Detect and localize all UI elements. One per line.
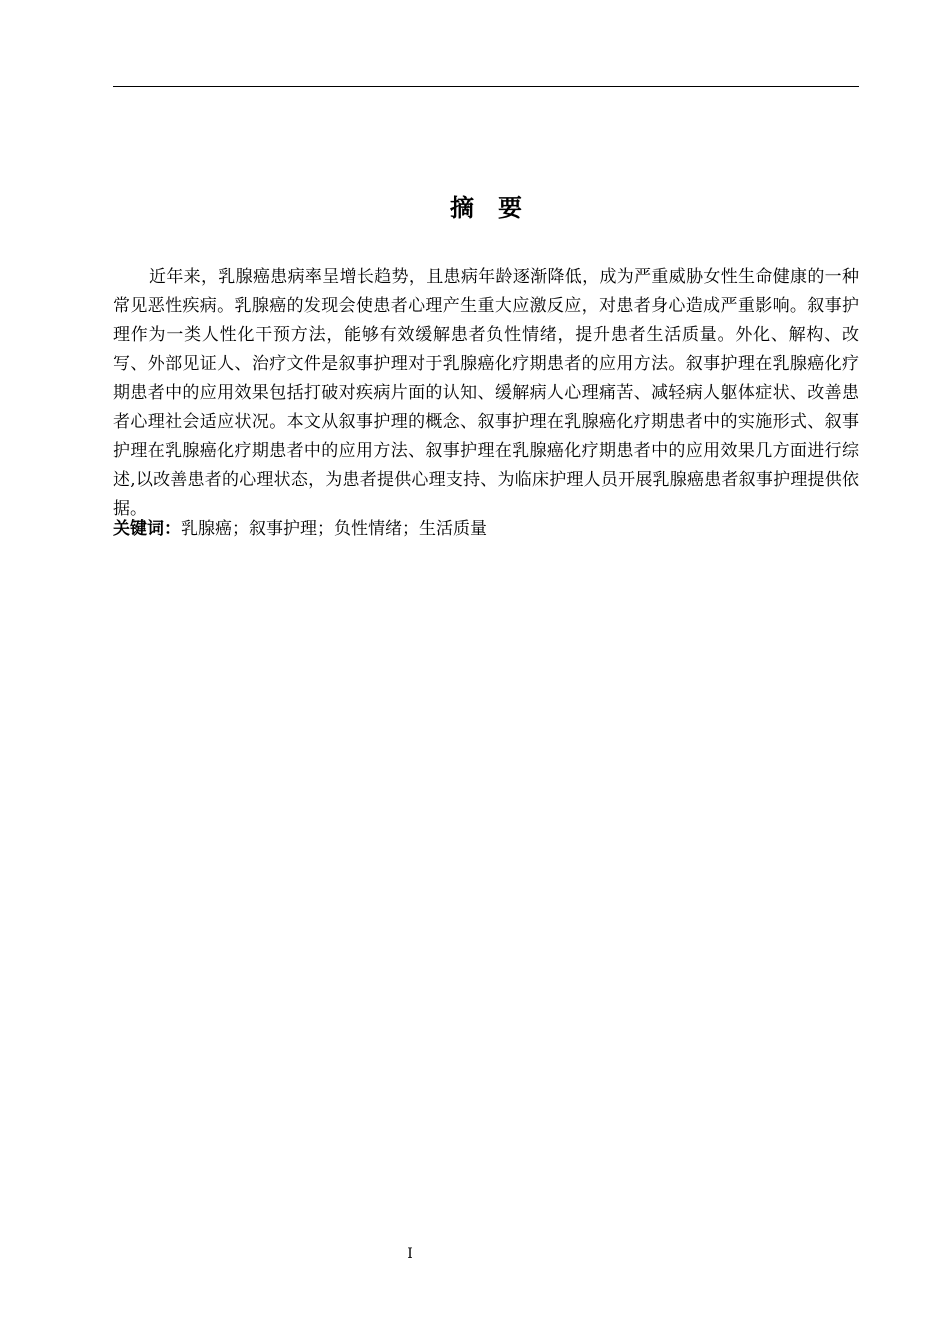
abstract-title-char-2: 要 bbox=[498, 194, 522, 222]
abstract-title-char-1: 摘 bbox=[450, 194, 474, 222]
header-rule bbox=[113, 86, 859, 87]
keywords-text: 乳腺癌；叙事护理；负性情绪；生活质量 bbox=[181, 519, 487, 539]
keywords-label: 关键词： bbox=[113, 519, 181, 539]
abstract-paragraph: 近年来，乳腺癌患病率呈增长趋势，且患病年龄逐渐降低，成为严重威胁女性生命健康的一种常见恶性疾病。乳腺癌的发现会使患者心理产生重大应激反应，对患者身心造成严重影响。叙事护理作为一类人性化干预方法，能够有效缓解患者负性情绪，提升患者生活质量。外化、解构、改写、外部见证人、治疗文件是叙事护理对于乳腺癌化疗期患者的应用方法。叙事护理在乳腺癌化疗期患者中的应用效果包括打破对疾病片面的认知、缓解病人心理痛苦、减轻病人躯体症状、改善患者心理社会适应状况。本文从叙事护理的概念、叙事护理在乳腺癌化疗期患者中的实施形式、叙事护理在乳腺癌化疗期患者中的应用方法、叙事护理在乳腺癌化疗期患者中的应用效果几方面进行综述,以改善患者的心理状态，为患者提供心理支持、为临床护理人员开展乳腺癌患者叙事护理提供依据。 bbox=[113, 267, 859, 519]
abstract-title bbox=[113, 192, 859, 224]
page-number: I bbox=[407, 1246, 413, 1262]
keywords-line bbox=[113, 515, 859, 544]
